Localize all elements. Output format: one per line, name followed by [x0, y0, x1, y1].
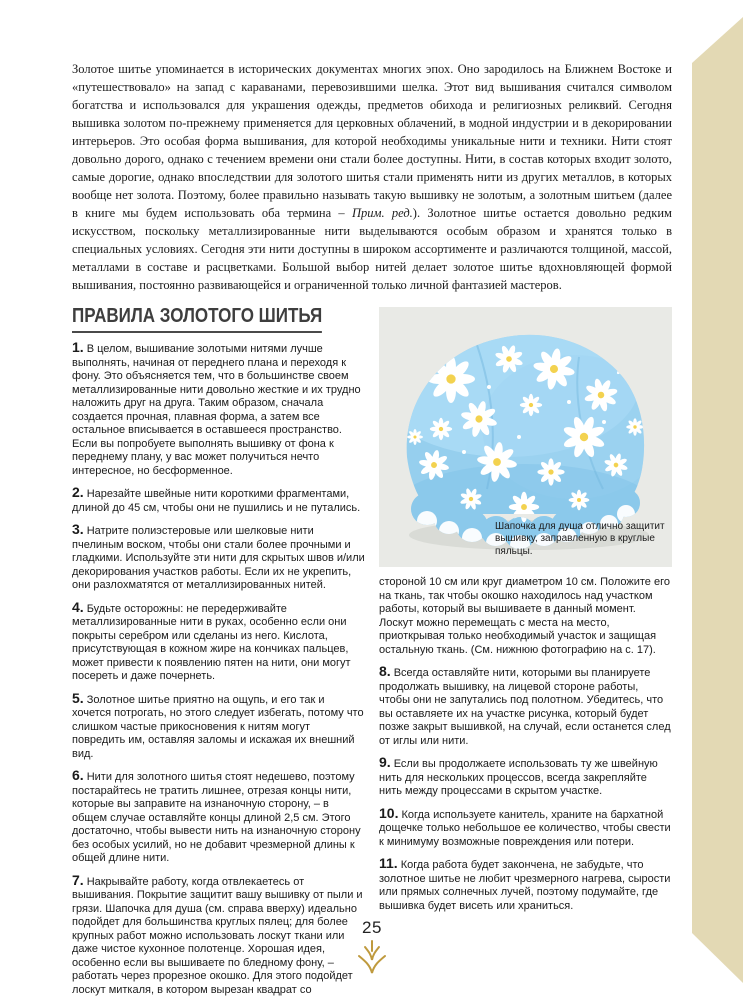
- rule-item-10: [379, 804, 672, 850]
- rule-text: Накрывайте работу, когда отвлекаетесь от вышивания. Покрытие защитит вашу вышивку от пыли и грязи. Шапочка для душа (см. справа вверху) идеально подойдет для большинства круглых пялец; для более крупных работ можно использовать лоскут ткани или даже чистое кухонное полотенце. Хорошая идея, особенно если вы вышиваете по бледному фону, – работать через прорезное окошко. Для этого подойдет лоскут миткаля, в котором вырезан квадрат со: [72, 875, 363, 996]
- rule-number: 3.: [72, 521, 84, 537]
- rule-item-2: [72, 486, 365, 515]
- intro-editor-note: Прим. ред.: [351, 206, 413, 220]
- intro-text-2: ). Золотное шитье остается довольно редким искусством, поскольку металлизированные нити выделываются особым образом и хранятся только в специальных условиях. Сегодня эти нити доступны в широком ассортименте и различаются толщиной, массой, металлами в составе и расцветками. Большой выбор нитей делает золотое шитье вдохновляющей формой вышивания, постоянно развивающейся и ограниченной только личной фантазией мастеров.: [72, 206, 672, 292]
- rule-item-1: [72, 341, 365, 478]
- rule-number: 5.: [72, 689, 84, 706]
- rule-text: В целом, вышивание золотыми нитями лучше выполнять, начиная от переднего плана и переходя к фону. Это объясняется тем, что в большинстве своем металлизированные нити довольно жесткие и их трудно наложить друг на друга. Таким образом, сначала создается прочная, плавная форма, а затем все остальное вписывается в оставшееся пространство. Если вы попробуете выполнять вышивку от фона к переднему плану, у вас может получиться нечто интересное, но бесформенное.: [72, 343, 361, 477]
- photo-caption: Шапочка для душа отлично защитит вышивку, заправленную в круглые пяльцы.: [495, 520, 665, 557]
- rule-text: Нарезайте швейные нити короткими фрагментами, длиной до 45 см, чтобы они не пушились и не путались.: [72, 488, 361, 514]
- two-column-layout: [72, 305, 672, 1005]
- page-number: 25: [362, 918, 382, 937]
- rule-text: стороной 10 см или круг диаметром 10 см. Положите его на ткань, так чтобы окошко находилось над участком работы, который вы вышиваете в данный момент. Лоскут можно перемещать с места на место, приоткрывая только необходимый участок и защищая остальную ткань. (См. нижнюю фотографию на с. 17).: [379, 576, 670, 656]
- section-heading: ПРАВИЛА ЗОЛОТОГО ШИТЬЯ: [72, 305, 322, 333]
- right-column: [379, 305, 672, 1005]
- rule-text: Всегда оставляйте нити, которыми вы планируете продолжать вышивку, на лицевой стороне работы, чтобы они не запутались под полотном. Убедитесь, что вы оставляете их на участке рисунка, который будет позже закрыт вышивкой, на случай, если останется след от иглы или нити.: [379, 667, 671, 747]
- rule-text: Натрите полиэстеровые или шелковые нити пчелиным воском, чтобы они стали более прочными и гладкими. Используйте эти нити для скрытых швов и/или декорирования участков работы. Если их не укрепить, они разлохматятся от металлизированных нитей.: [72, 525, 365, 591]
- page-content: [72, 60, 672, 1005]
- rule-number: 4.: [72, 598, 84, 615]
- rule-item-3: [72, 523, 365, 593]
- rule-number: 1.: [72, 339, 84, 355]
- rule-text: Нити для золотного шитья стоят недешево, поэтому постарайтесь не тратить лишнее, отрезая концы нити, которые вы заправите на изнаночную сторону, – в общем случае оставляйте концы длиной 2,5 см. Этого достаточно, чтобы вывести нить на изнаночную сторону без особых усилий, но не добавит чрезмерной длины к общей длине нити.: [72, 771, 361, 864]
- rule-number: 9.: [379, 754, 391, 770]
- rule-number: 6.: [72, 767, 84, 783]
- rule-text: Золотное шитье приятно на ощупь, и его так и хочется потрогать, но этого следует избегать, потому что слишком частые прикосновения к нитям могут повредить им, оставляя заломы и искажая их внешний вид.: [72, 693, 364, 760]
- rule-number: 7.: [72, 871, 84, 888]
- rule-number: 10.: [379, 804, 399, 821]
- rule-text: Если вы продолжаете использовать ту же швейную нить для нескольких процессов, всегда закрепляйте нить между процессами в скрытом участке.: [379, 758, 658, 797]
- rule-text: Когда используете канитель, храните на бархатной дощечке только небольшое ее количество, чтобы свести к минимуму возможные повреждения или потери.: [379, 808, 671, 848]
- rule-item-9: [379, 756, 672, 799]
- rule-number: 8.: [379, 663, 391, 679]
- left-column: [72, 305, 365, 1005]
- rule-text: Будьте осторожны: не передерживайте металлизированные нити в руках, особенно если они покрыты серебром или сделаны из него. Кислота, присутствующая в кожном жире на кончиках пальцев, может привести к появлению пятен на нити, они могут посереть и даже почернеть.: [72, 602, 351, 682]
- page-footer: [72, 918, 672, 987]
- shower-cap-photo: [379, 307, 672, 567]
- intro-paragraph: [72, 60, 672, 294]
- intro-text-1: Золотое шитье упоминается в исторических документах многих эпох. Оно зародилось на Ближнем Востоке и «путешествовало» на запад с караванами, перевозившими шелка. Этот вид вышивания считался символом богатства и использовался для украшения одежды, предметов обихода и религиозных реликвий. Сегодня вышивка золотом по-прежнему применяется для церковных облачений, в модной индустрии и в декорировании интерьеров. Это особая форма вышивания, для которой необходимы уникальные нити и техники. Нити стоят довольно дорого, однако с течением времени они стали более доступны. Нити, в состав которых входит золото, самые дорогие, однако впоследствии для золотого шитья стали применять нити из других металлов, в которых вообще нет золота. Поэтому, более правильно называть такую вышивку не золотым, а золотным шитьем (далее в книге мы будем использовать оба термина –: [72, 62, 672, 220]
- rule-item-6: [72, 769, 365, 866]
- rule-item-5: [72, 689, 365, 762]
- rule-item-11: [379, 857, 672, 913]
- rule-number: 2.: [72, 484, 84, 500]
- ornament-arrow-icon: [355, 940, 389, 982]
- rule-item-4: [72, 598, 365, 684]
- rule-text: Когда работа будет закончена, не забудьте, что золотное шитье не любит чрезмерного нагрева, сырости или прямых солнечных лучей, поэтому подумайте, где вышивка будет висеть или храниться.: [379, 859, 671, 912]
- rule-number: 11.: [379, 855, 398, 871]
- rule-item-7-continuation: [379, 576, 672, 657]
- rule-item-8: [379, 665, 672, 748]
